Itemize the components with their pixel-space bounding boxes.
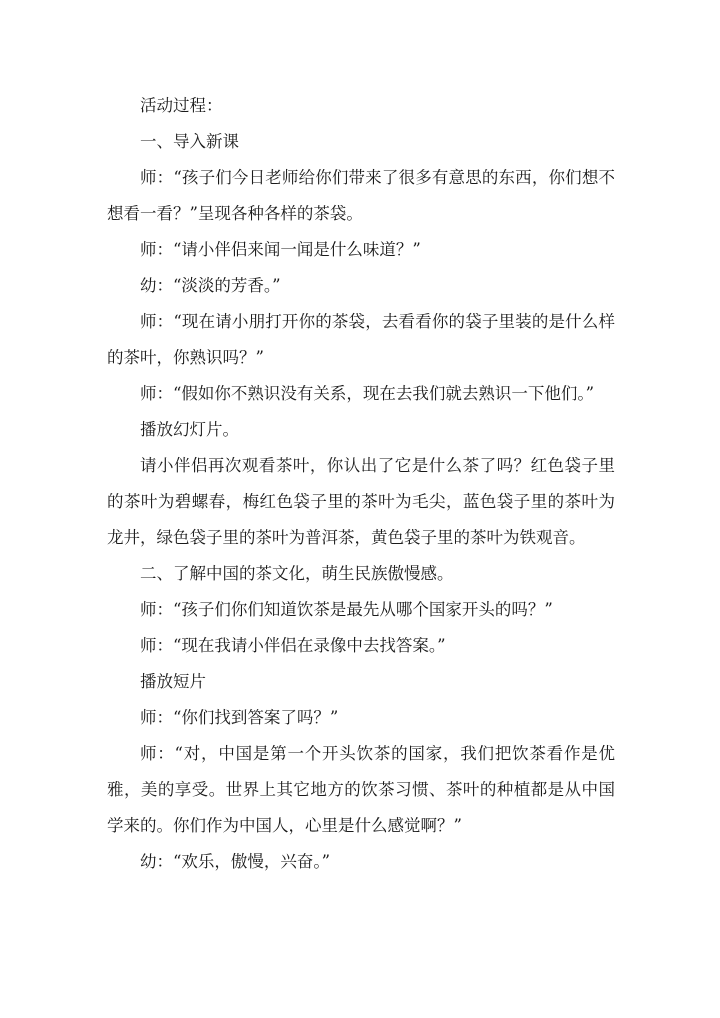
- dialogue-paragraph: 幼：“淡淡的芳香。”: [140, 276, 281, 295]
- dialogue-paragraph: 师：“你们找到答案了吗？”: [140, 708, 339, 727]
- section-heading-intro: 一、导入新课: [140, 132, 239, 151]
- dialogue-paragraph: 师：“请小伴侣来闻一闻是什么味道？”: [140, 240, 421, 259]
- dialogue-paragraph: 幼：“欢乐，傲慢，兴奋。”: [140, 852, 331, 871]
- dialogue-paragraph: 师：“对，中国是第一个开头饮茶的国家，我们把饮茶看作是优雅，美的享受。世界上其它地方的饮茶习惯、茶叶的种植都是从中国学来的。你们作为中国人，心里是什么感觉啊？”: [107, 744, 615, 835]
- dialogue-paragraph: 师：“孩子们今日老师给你们带来了很多有意思的东西，你们想不想看一看？”呈现各种各样的茶袋。: [107, 168, 615, 223]
- section-heading-tea-culture: 二、了解中国的茶文化，萌生民族傲慢感。: [140, 564, 454, 583]
- dialogue-paragraph: 师：“孩子们你们知道饮茶是最先从哪个国家开头的吗？”: [140, 600, 553, 619]
- instruction-paragraph: 播放幻灯片。: [140, 420, 239, 439]
- dialogue-paragraph: 师：“假如你不熟识没有关系，现在去我们就去熟识一下他们。”: [140, 384, 595, 403]
- dialogue-paragraph: 师：“现在请小朋打开你的茶袋，去看看你的袋子里装的是什么样的茶叶，你熟识吗？”: [107, 312, 615, 367]
- document-body: [107, 88, 615, 880]
- body-paragraph: 请小伴侣再次观看茶叶，你认出了它是什么茶了吗？红色袋子里的茶叶为碧螺春，梅红色袋子里的茶叶为毛尖，蓝色袋子里的茶叶为龙井，绿色袋子里的茶叶为普洱茶，黄色袋子里的茶叶为铁观音。: [107, 456, 615, 547]
- dialogue-paragraph: 师：“现在我请小伴侣在录像中去找答案。”: [140, 636, 446, 655]
- section-label-activity-process: 活动过程：: [140, 96, 223, 115]
- instruction-paragraph: 播放短片: [140, 672, 206, 691]
